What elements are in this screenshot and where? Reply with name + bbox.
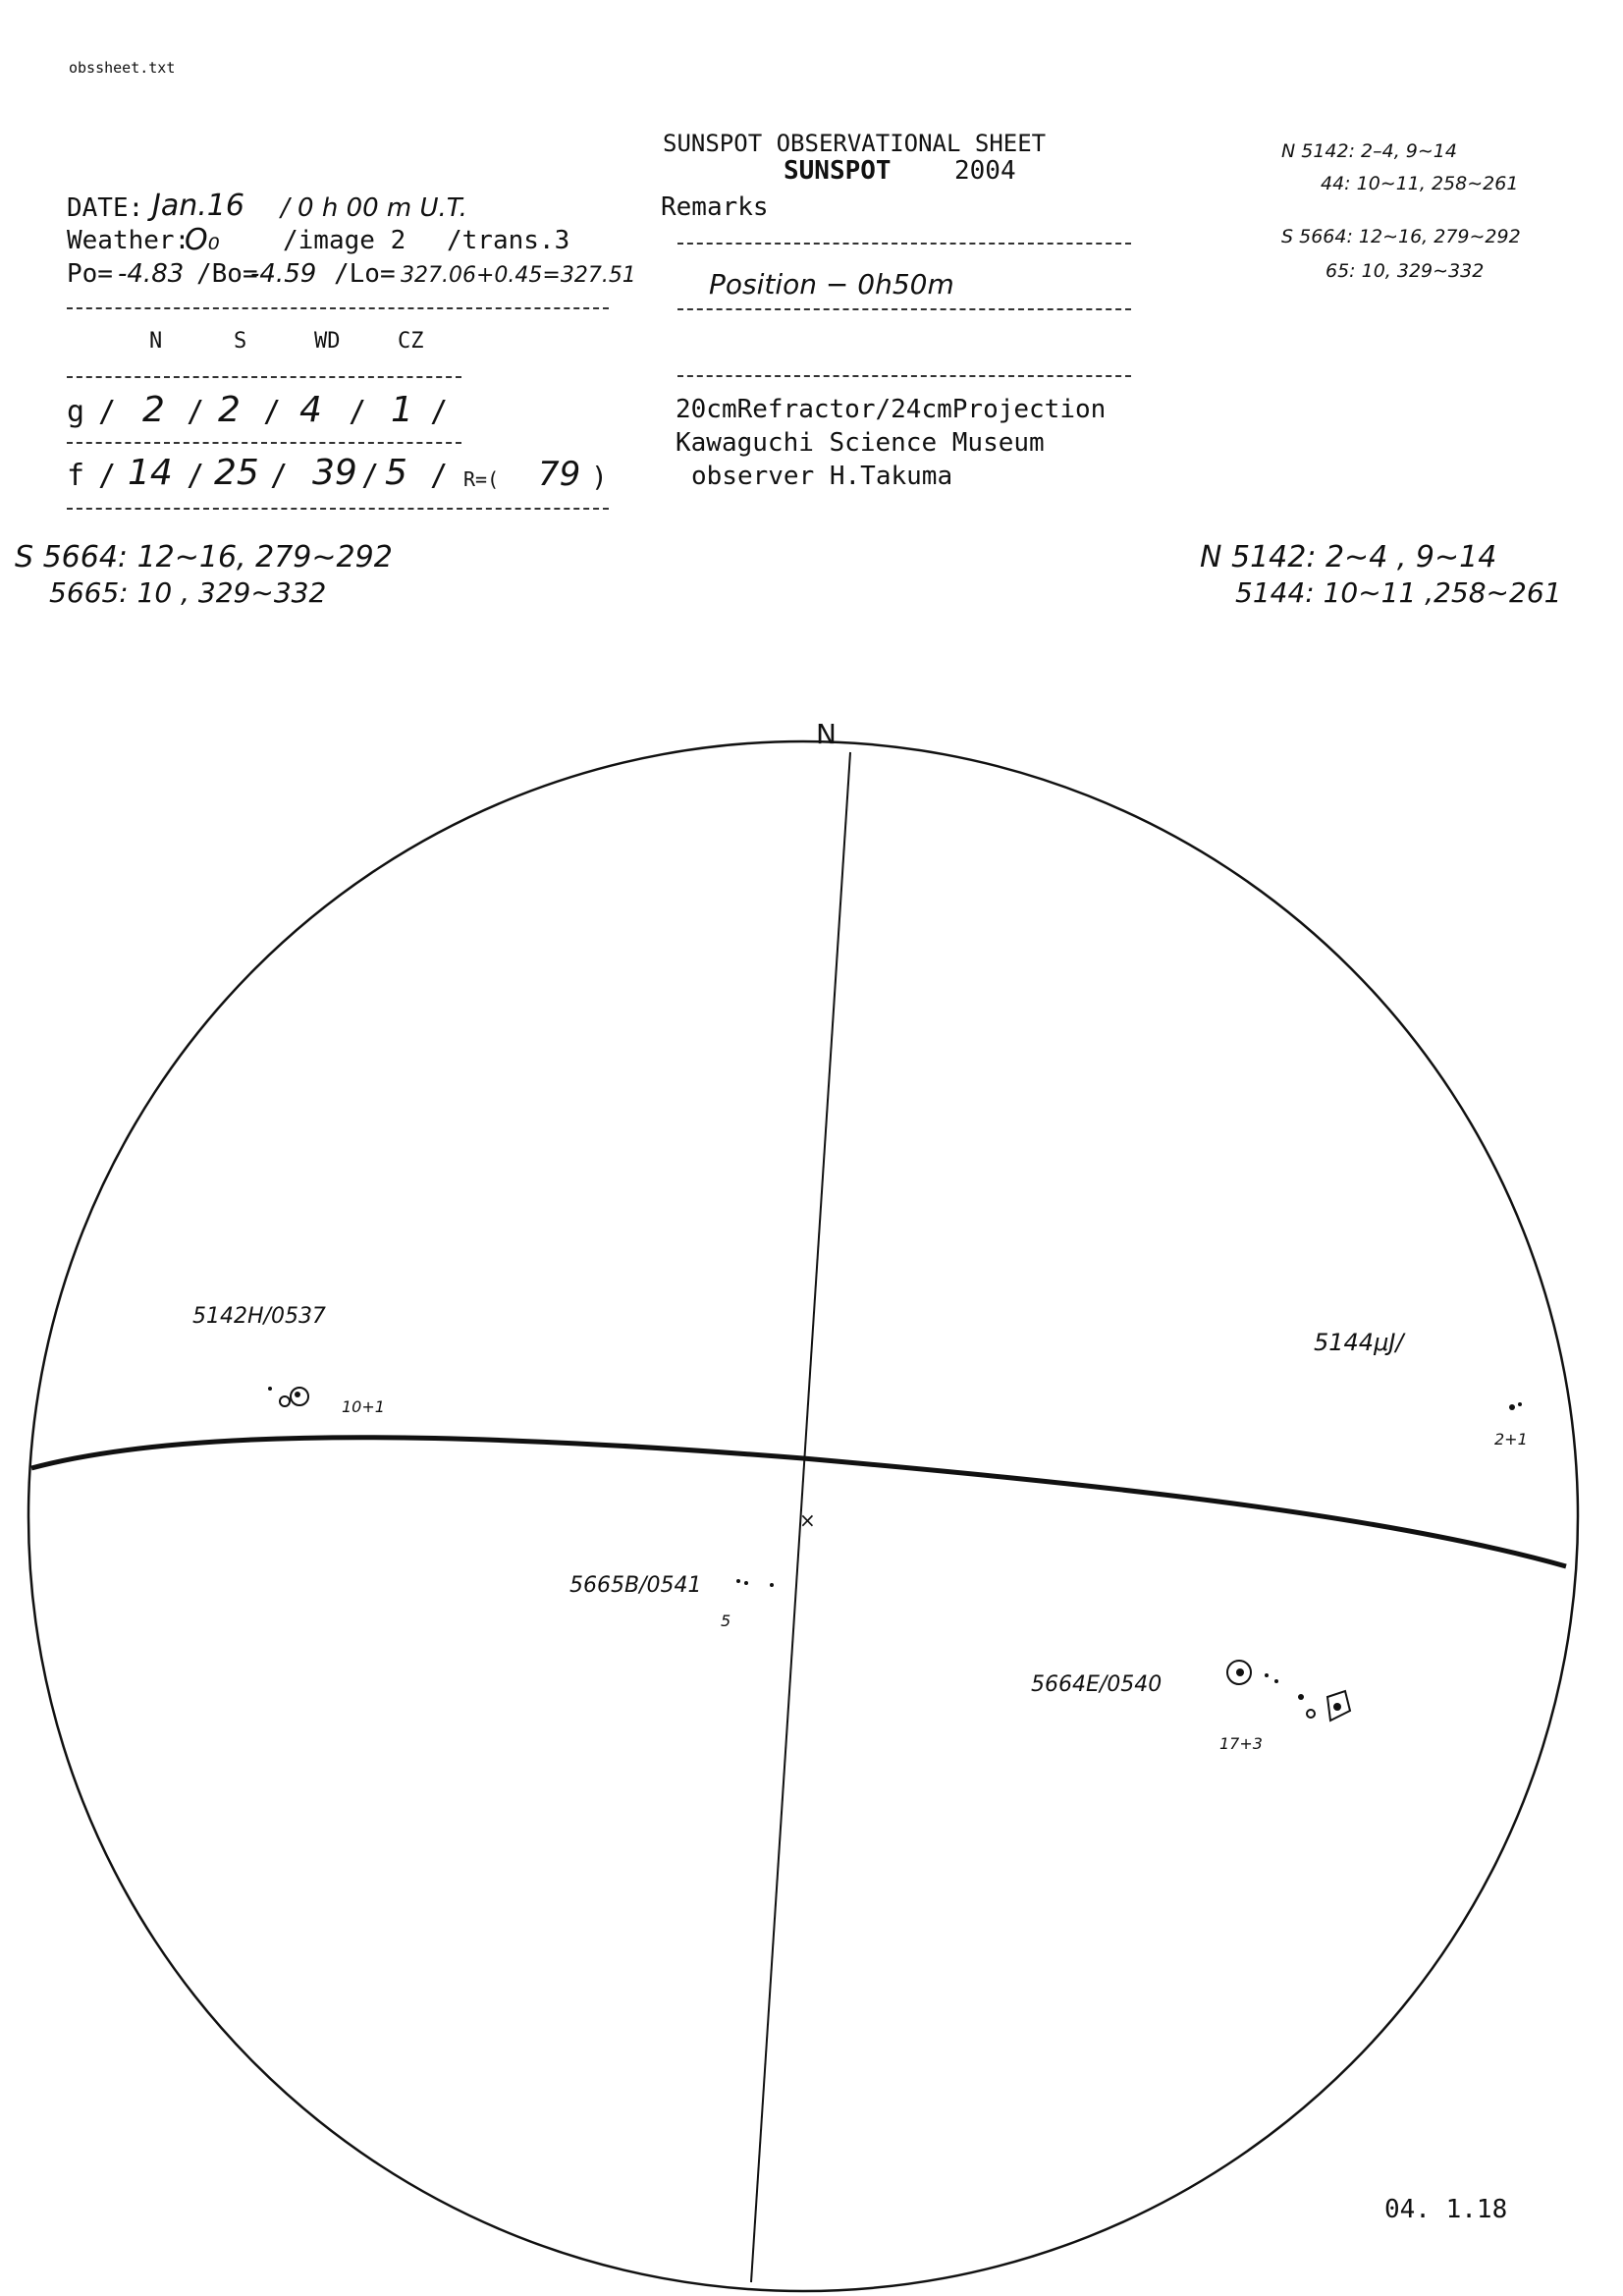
sunspot-group-5142	[268, 1387, 308, 1406]
col-header-s: S	[234, 329, 247, 354]
footer-date: 04. 1.18	[1384, 2195, 1508, 2224]
group-count-5665: 5	[721, 1612, 731, 1630]
po-label: Po=	[67, 259, 113, 289]
sheet-year: 2004	[954, 156, 1016, 186]
disk-center-mark: ×	[799, 1508, 816, 1532]
north-mark: N	[816, 718, 837, 750]
separator: /	[270, 459, 289, 493]
telescope: 20cmRefractor/24cmProjection	[676, 395, 1107, 424]
date-label: DATE:	[67, 193, 144, 223]
g-whole-disk: 4	[299, 390, 322, 430]
col-header-cz: CZ	[398, 329, 424, 354]
weather-value: O₀	[185, 223, 220, 257]
position-note: Position − 0h50m	[709, 268, 954, 301]
sunspot-group-5144	[1509, 1402, 1522, 1410]
sunspot-group-5664	[1227, 1661, 1350, 1721]
note-south-line-2: 65: 10, 329∼332	[1325, 260, 1485, 282]
group-count-5142: 10+1	[342, 1397, 385, 1416]
r-label: R=(	[463, 467, 500, 491]
group-label-5142: 5142H/0537	[192, 1304, 326, 1329]
trans-value: /trans.3	[447, 226, 570, 255]
date-value: Jan.16	[152, 189, 244, 223]
south-ranges-line-2: 5665: 10 , 329∼332	[49, 576, 327, 609]
separator: /	[361, 459, 380, 493]
observer: observer H.Takuma	[691, 462, 953, 491]
g-central-zone: 1	[391, 390, 413, 430]
group-count-5144: 2+1	[1494, 1430, 1528, 1449]
note-north-line-2: 44: 10∼11, 258∼261	[1321, 173, 1519, 194]
weather-label: Weather:	[67, 226, 190, 255]
r-close: )	[591, 461, 608, 493]
f-north: 14	[128, 453, 173, 493]
separator: /	[187, 395, 205, 429]
north-ranges-line-2: 5144: 10∼11 ,258∼261	[1235, 576, 1562, 609]
separator: /	[187, 459, 205, 493]
g-north: 2	[142, 390, 165, 430]
lo-label: /Lo=	[334, 259, 396, 289]
north-ranges-line-1: N 5142: 2∼4 , 9∼14	[1200, 540, 1497, 574]
group-label-5664: 5664E/0540	[1031, 1672, 1163, 1697]
g-south: 2	[218, 390, 241, 430]
sunspot-group-5665	[736, 1579, 774, 1587]
time-value: / 0 h 00 m U.T.	[281, 193, 467, 223]
separator: /	[263, 395, 282, 429]
sheet-title: SUNSPOT OBSERVATIONAL SHEET	[663, 130, 1047, 157]
separator: /	[98, 395, 117, 429]
file-name: obssheet.txt	[69, 59, 176, 77]
f-central-zone: 5	[385, 453, 407, 493]
sheet-subtitle: SUNSPOT	[784, 156, 892, 186]
separator: /	[349, 395, 367, 429]
g-row-label: g	[67, 395, 85, 429]
col-header-wd: WD	[314, 329, 341, 354]
image-value: /image 2	[283, 226, 406, 255]
group-count-5664: 17+3	[1219, 1734, 1263, 1753]
group-label-5665: 5665B/0541	[569, 1573, 702, 1598]
separator: /	[430, 395, 449, 429]
note-south-line-1: S 5664: 12∼16, 279∼292	[1281, 226, 1521, 247]
f-row-label: f	[67, 459, 85, 493]
bo-label: /Bo=	[196, 259, 258, 289]
col-header-n: N	[149, 329, 163, 354]
f-south: 25	[214, 453, 259, 493]
museum: Kawaguchi Science Museum	[676, 428, 1045, 458]
bo-value: -4.59	[250, 259, 317, 289]
separator: /	[430, 459, 449, 493]
group-label-5144: 5144μJ/	[1314, 1329, 1404, 1356]
r-value: 79	[538, 455, 581, 494]
separator: /	[98, 459, 117, 493]
south-ranges-line-1: S 5664: 12∼16, 279∼292	[15, 540, 393, 574]
f-whole-disk: 39	[312, 453, 357, 493]
lo-value: 327.06+0.45=327.51	[401, 263, 636, 288]
note-north-line-1: N 5142: 2–4, 9∼14	[1281, 140, 1457, 162]
po-value: -4.83	[118, 259, 185, 289]
remarks-label: Remarks	[661, 192, 769, 222]
